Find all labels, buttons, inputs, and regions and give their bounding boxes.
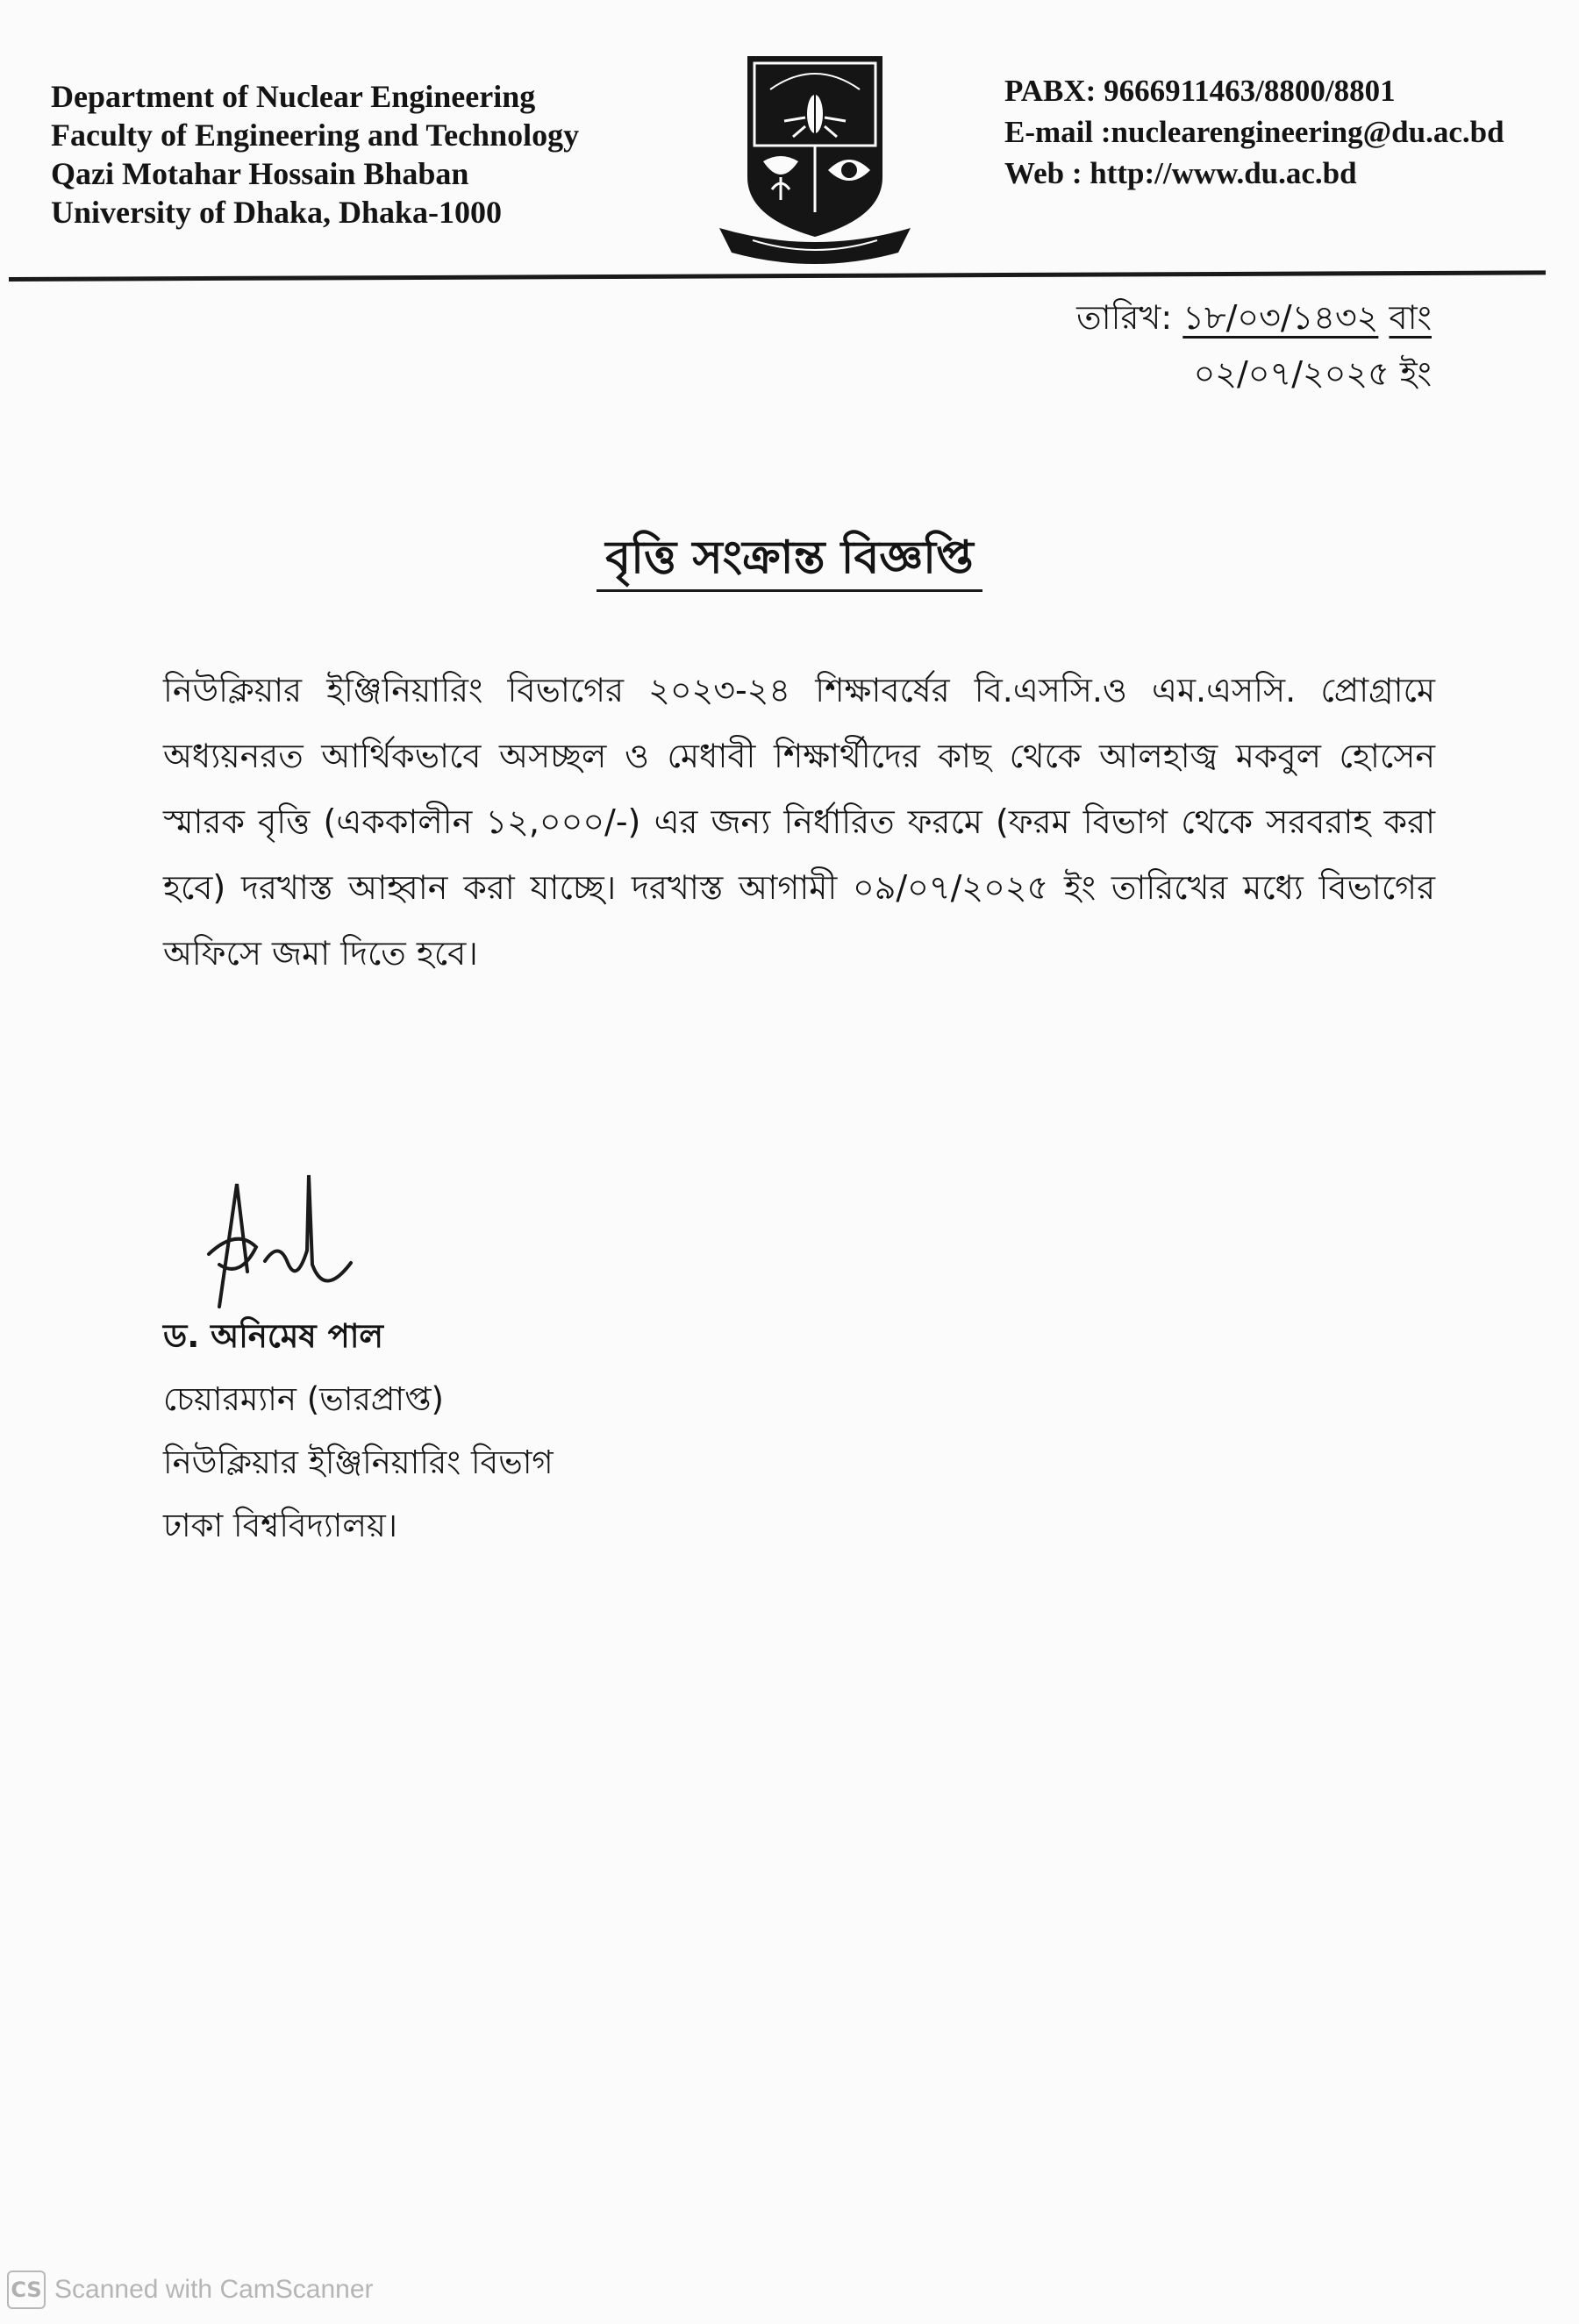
date-label: তারিখ: <box>1076 298 1173 337</box>
camscanner-logo-icon: CS <box>7 2271 46 2309</box>
pabx-number: PABX: 9666911463/8800/8801 <box>1004 74 1396 108</box>
email-address: E-mail :nuclearengineering@du.ac.bd <box>1004 115 1504 149</box>
bangla-date-suffix: বাং <box>1389 298 1432 337</box>
university-address: University of Dhaka, Dhaka-1000 <box>51 195 503 230</box>
english-date: ০২/০৭/২০২৫ <box>1193 354 1390 393</box>
signatory-name: ড. অনিমেষ পাল <box>163 1317 383 1355</box>
letterhead-left <box>51 77 612 232</box>
english-date-suffix: ইং <box>1399 354 1432 393</box>
notice-title <box>0 522 1579 598</box>
faculty-name: Faculty of Engineering and Technology <box>51 118 580 153</box>
signatory-designation: চেয়ারম্যান (ভারপ্রাপ্ত) <box>163 1380 444 1418</box>
website-url: Web : http://www.du.ac.bd <box>1004 156 1357 190</box>
header-divider <box>9 270 1546 282</box>
notice-body: নিউক্লিয়ার ইঞ্জিনিয়ারিং বিভাগের ২০২৩-২৪ শিক্ষাবর্ষের বি.এসসি.ও এম.এসসি. প্রোগ্রামে অধ্যয়নরত আর্থিকভাবে অসচ্ছল ও মেধাবী শিক্ষার্থীদের কাছ থেকে আলহাজ্ব মকবুল হোসেন স্মারক বৃত্তি (এককালীন ১২,০০০/-) এর জন্য নির্ধারিত ফরমে (ফরম বিভাগ থেকে সরবরাহ করা হবে) দরখাস্ত আহ্বান করা যাচ্ছে। দরখাস্ত আগামী ০৯/০৭/২০২৫ ইং তারিখের মধ্যে বিভাগের অফিসে জমা দিতে হবে। <box>163 671 1435 973</box>
university-of-dhaka-seal-icon <box>718 46 912 268</box>
notice-title-text: বৃত্তি সংক্রান্ত বিজ্ঞপ্তি <box>597 531 982 592</box>
camscanner-watermark <box>7 2270 374 2310</box>
bangla-date-line <box>1076 289 1432 346</box>
signatory-department: নিউক্লিয়ার ইঞ্জিনিয়ারিং বিভাগ <box>163 1444 554 1481</box>
camscanner-text: Scanned with CamScanner <box>54 2275 374 2304</box>
date-block <box>1076 289 1432 402</box>
signatory-block <box>163 1305 554 1558</box>
bangla-date: ১৮/০৩/১৪৩২ <box>1182 298 1379 337</box>
building-name: Qazi Motahar Hossain Bhaban <box>51 156 469 191</box>
handwritten-signature-icon <box>184 1166 360 1315</box>
signatory-university: ঢাকা বিশ্ববিদ্যালয়। <box>163 1507 398 1544</box>
letterhead-right <box>1004 70 1566 194</box>
english-date-line <box>1076 346 1432 402</box>
department-name: Department of Nuclear Engineering <box>51 79 536 114</box>
